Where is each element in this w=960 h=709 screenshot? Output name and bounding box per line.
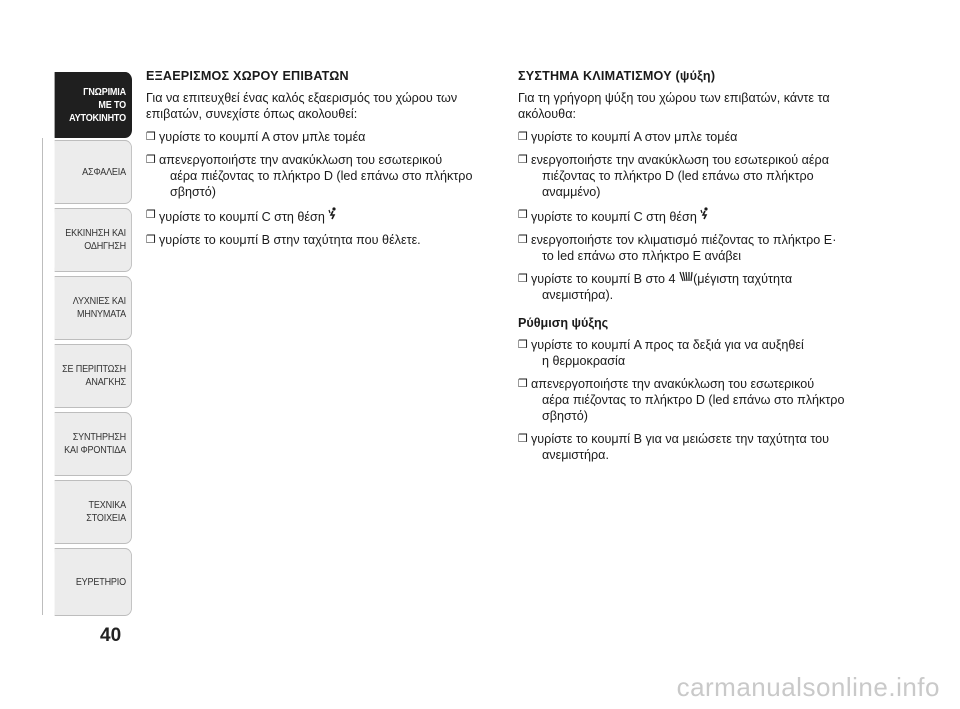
intro-paragraph bbox=[146, 90, 496, 122]
checkbox-bullet-icon: ❒ bbox=[518, 433, 528, 445]
text-line: Για να επιτευχθεί ένας καλός εξαερισμός του χώρου των bbox=[146, 91, 458, 105]
text-line: ακόλουθα: bbox=[518, 107, 576, 121]
tab-label-line: ΕΥΡΕΤΗΡΙΟ bbox=[75, 575, 126, 588]
list-item bbox=[518, 232, 863, 264]
tab-label-line: ΛΥΧΝΙΕΣ ΚΑΙ bbox=[72, 295, 126, 307]
text-line: γυρίστε το κουμπί A προς τα δεξιά για να αυξηθεί bbox=[531, 338, 804, 352]
checkbox-bullet-icon: ❒ bbox=[518, 378, 528, 390]
tab-getting-to-know[interactable] bbox=[55, 72, 132, 138]
checkbox-bullet-icon: ❒ bbox=[518, 234, 528, 246]
checkbox-bullet-icon: ❒ bbox=[518, 339, 528, 351]
text-line: (μέγιστη ταχύτητα bbox=[693, 272, 793, 286]
text-line: γυρίστε το κουμπί B στο 4 bbox=[531, 272, 676, 286]
list-item bbox=[518, 431, 863, 463]
tab-label-line: ΑΝΑΓΚΗΣ bbox=[85, 376, 126, 388]
subsection-heading: Ρύθμιση ψύξης bbox=[518, 316, 609, 330]
tab-emergency[interactable] bbox=[55, 344, 132, 408]
tab-label-line: ΕΚΚΙΝΗΣΗ ΚΑΙ bbox=[65, 227, 126, 239]
section-heading: ΣΥΣΤΗΜΑ ΚΛΙΜΑΤΙΣΜΟΥ (ψύξη) bbox=[518, 69, 716, 83]
text-line: γυρίστε το κουμπί A στον μπλε τομέα bbox=[531, 130, 738, 144]
text-line: γυρίστε το κουμπί C στη θέση bbox=[159, 210, 325, 224]
fan-speed-icon bbox=[679, 271, 693, 287]
list-item bbox=[518, 152, 863, 200]
checkbox-bullet-icon: ❒ bbox=[146, 234, 156, 246]
ventilation-face-icon bbox=[700, 207, 709, 225]
intro-paragraph bbox=[518, 90, 863, 122]
checkbox-bullet-icon: ❒ bbox=[518, 131, 528, 143]
tab-label-line: ΑΥΤΟΚΙΝΗΤΟ bbox=[69, 111, 126, 124]
ventilation-section bbox=[146, 68, 496, 255]
list-item bbox=[518, 207, 863, 225]
air-conditioning-section bbox=[518, 68, 863, 470]
text-line: ανεμιστήρα. bbox=[542, 448, 609, 462]
tab-warning-lights[interactable] bbox=[55, 276, 132, 340]
sidebar-edge-line bbox=[42, 138, 43, 615]
tab-maintenance[interactable] bbox=[55, 412, 132, 476]
list-item bbox=[518, 337, 863, 369]
text-line: απενεργοποιήστε την ανακύκλωση του εσωτερικού bbox=[531, 377, 815, 391]
page-number: 40 bbox=[100, 625, 122, 646]
checkbox-bullet-icon: ❒ bbox=[518, 209, 528, 221]
text-line: σβηστό) bbox=[170, 185, 216, 199]
text-line: γυρίστε το κουμπί B για να μειώσετε την ταχύτητα του bbox=[531, 432, 830, 446]
text-line: απενεργοποιήστε την ανακύκλωση του εσωτερικού bbox=[159, 153, 443, 167]
text-line: επιβατών, συνεχίστε όπως ακολουθεί: bbox=[146, 107, 358, 121]
tab-label-line: ΣΥΝΤΗΡΗΣΗ bbox=[72, 431, 126, 443]
text-line: γυρίστε το κουμπί C στη θέση bbox=[531, 210, 697, 224]
list-item bbox=[518, 376, 863, 424]
text-line: γυρίστε το κουμπί B στην ταχύτητα που θέλετε. bbox=[159, 233, 421, 247]
tab-label-line: ΑΣΦΑΛΕΙΑ bbox=[82, 165, 126, 178]
text-line: αέρα πιέζοντας το πλήκτρο D (led επάνω στο πλήκτρο bbox=[170, 169, 473, 183]
tab-label-line: ΜΕ ΤΟ bbox=[98, 98, 126, 111]
text-line: η θερμοκρασία bbox=[542, 354, 626, 368]
ventilation-face-icon bbox=[328, 207, 337, 225]
tab-label-line: ΤΕΧΝΙΚΑ bbox=[88, 499, 126, 511]
list-item bbox=[146, 129, 496, 145]
list-item bbox=[146, 232, 496, 248]
text-line: ενεργοποιήστε την ανακύκλωση του εσωτερικού αέρα bbox=[531, 153, 829, 167]
text-line: ανεμιστήρα). bbox=[542, 288, 614, 302]
text-line: σβηστό) bbox=[542, 409, 588, 423]
text-line: ενεργοποιήστε τον κλιματισμό πιέζοντας το πλήκτρο E· bbox=[531, 233, 837, 247]
tab-index[interactable] bbox=[55, 548, 132, 616]
tab-starting-driving[interactable] bbox=[55, 208, 132, 272]
text-line: Για τη γρήγορη ψύξη του χώρου των επιβατών, κάντε τα bbox=[518, 91, 830, 105]
checkbox-bullet-icon: ❒ bbox=[518, 273, 528, 285]
tab-label-line: ΣΕ ΠΕΡΙΠΤΩΣΗ bbox=[62, 363, 126, 375]
list-item bbox=[146, 152, 496, 200]
tab-label-line: ΓΝΩΡΙΜΙΑ bbox=[83, 85, 126, 98]
section-heading: ΕΞΑΕΡΙΣΜΟΣ ΧΩΡΟΥ ΕΠΙΒΑΤΩΝ bbox=[146, 69, 349, 83]
text-line: το led επάνω στο πλήκτρο E ανάβει bbox=[542, 249, 742, 263]
text-line: αέρα πιέζοντας το πλήκτρο D (led επάνω στο πλήκτρο bbox=[542, 393, 845, 407]
tab-safety[interactable] bbox=[55, 140, 132, 204]
list-item bbox=[146, 207, 496, 225]
checkbox-bullet-icon: ❒ bbox=[146, 209, 156, 221]
tab-label-line: ΚΑΙ ΦΡΟΝΤΙΔΑ bbox=[64, 444, 126, 456]
tab-technical-data[interactable] bbox=[55, 480, 132, 544]
text-line: πιέζοντας το πλήκτρο D (led επάνω στο πλήκτρο bbox=[542, 169, 814, 183]
tab-label-line: ΟΔΗΓΗΣΗ bbox=[84, 240, 126, 252]
text-line: γυρίστε το κουμπί A στον μπλε τομέα bbox=[159, 130, 366, 144]
list-item bbox=[518, 271, 863, 303]
checkbox-bullet-icon: ❒ bbox=[518, 154, 528, 166]
tab-label-line: ΣΤΟΙΧΕΙΑ bbox=[86, 512, 126, 524]
list-item bbox=[518, 129, 863, 145]
checkbox-bullet-icon: ❒ bbox=[146, 154, 156, 166]
watermark: carmanualsonline.info bbox=[676, 672, 940, 702]
checkbox-bullet-icon: ❒ bbox=[146, 131, 156, 143]
tab-label-line: ΜΗΝΥΜΑΤΑ bbox=[77, 308, 126, 320]
text-line: αναμμένο) bbox=[542, 185, 601, 199]
